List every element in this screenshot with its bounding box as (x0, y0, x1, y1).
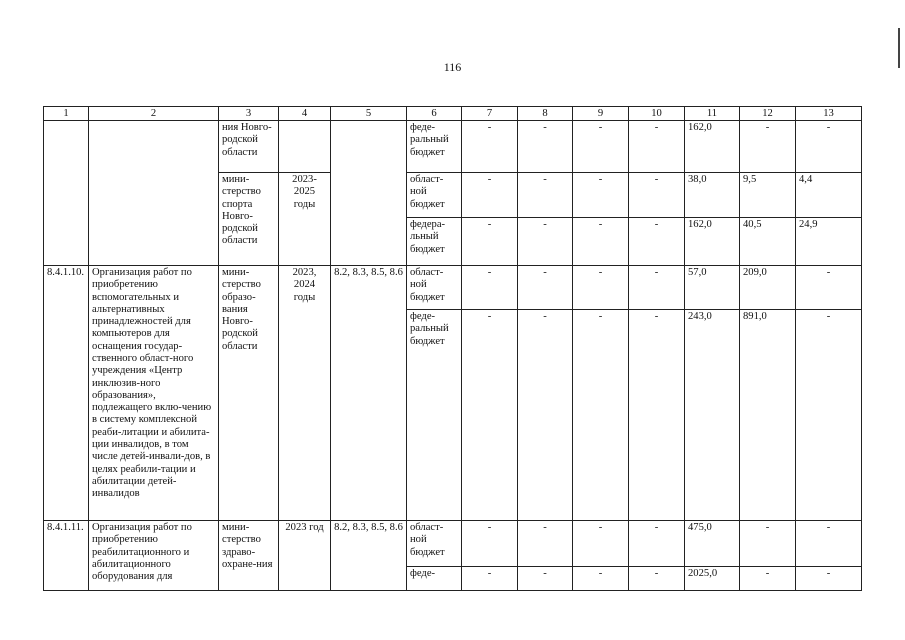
measure-number: 8.4.1.11. (44, 521, 89, 591)
value-cell: - (796, 521, 862, 567)
value-cell: 243,0 (685, 310, 740, 521)
value-cell: - (629, 521, 685, 567)
column-header: 8 (518, 107, 573, 121)
value-cell: - (629, 310, 685, 521)
executor: мини-стерство образо-вания Новго-родской области (219, 266, 279, 521)
measure-number: 8.4.1.10. (44, 266, 89, 521)
period (279, 121, 331, 173)
column-header: 4 (279, 107, 331, 121)
value-cell: - (518, 121, 573, 173)
table-row (44, 521, 862, 567)
column-header: 6 (407, 107, 462, 121)
value-cell: 57,0 (685, 266, 740, 310)
funding-source: област-ной бюджет (407, 521, 462, 567)
funding-source: феде-ральный бюджет (407, 310, 462, 521)
period: 2023 год (279, 521, 331, 591)
value-cell: - (573, 310, 629, 521)
period: 2023-2025 годы (279, 173, 331, 266)
value-cell: - (740, 121, 796, 173)
value-cell: - (629, 218, 685, 266)
value-cell: - (573, 266, 629, 310)
column-header: 3 (219, 107, 279, 121)
value-cell: - (462, 310, 518, 521)
value-cell: - (518, 567, 573, 591)
column-header: 2 (89, 107, 219, 121)
value-cell: 24,9 (796, 218, 862, 266)
funding-source: федера-льный бюджет (407, 218, 462, 266)
value-cell: - (629, 121, 685, 173)
value-cell: - (796, 310, 862, 521)
funding-source: област-ной бюджет (407, 266, 462, 310)
value-cell: - (518, 173, 573, 218)
value-cell: - (462, 173, 518, 218)
value-cell: - (796, 567, 862, 591)
page-number: 116 (443, 60, 462, 74)
value-cell: - (629, 266, 685, 310)
measure-name: Организация работ по приобретению вспомогательных и альтернативных принадлежностей для компьютеров для оснащения государ-ственного област-ного учреждения «Центр инклюзив-ного образования», подлежащего вклю-чению в систему комплексной реаби-литации и абилита-ции инвалидов, в том числе детей-инвали-дов, в целях реабили-тации и абилитации детей-инвалидов (89, 266, 219, 521)
measure-name: Организация работ по приобретению реабилитационного и абилитационного оборудования для (89, 521, 219, 591)
header-row (44, 107, 862, 121)
value-cell: - (518, 310, 573, 521)
measures-table (43, 106, 862, 591)
value-cell: - (740, 567, 796, 591)
value-cell: - (796, 266, 862, 310)
value-cell: - (796, 121, 862, 173)
value-cell: - (740, 521, 796, 567)
value-cell: 162,0 (685, 121, 740, 173)
column-header: 10 (629, 107, 685, 121)
value-cell: 38,0 (685, 173, 740, 218)
value-cell: 2025,0 (685, 567, 740, 591)
value-cell: - (573, 567, 629, 591)
column-header: 5 (331, 107, 407, 121)
value-cell: - (573, 173, 629, 218)
value-cell: - (629, 567, 685, 591)
column-header: 11 (685, 107, 740, 121)
value-cell: - (462, 567, 518, 591)
column-header: 13 (796, 107, 862, 121)
targets: 8.2, 8.3, 8.5, 8.6 (331, 266, 407, 521)
value-cell: 209,0 (740, 266, 796, 310)
executor: мини-стерство спорта Новго-родской области (219, 173, 279, 266)
funding-source: област-ной бюджет (407, 173, 462, 218)
value-cell: 475,0 (685, 521, 740, 567)
targets: 8.2, 8.3, 8.5, 8.6 (331, 521, 407, 591)
value-cell: - (518, 521, 573, 567)
executor: мини-стерство здраво-охране-ния (219, 521, 279, 591)
value-cell: - (518, 218, 573, 266)
value-cell: - (573, 521, 629, 567)
value-cell: 162,0 (685, 218, 740, 266)
value-cell: - (462, 121, 518, 173)
measure-number (44, 121, 89, 266)
value-cell: - (573, 218, 629, 266)
executor: ния Новго-родской области (219, 121, 279, 173)
funding-source: феде-ральный бюджет (407, 121, 462, 173)
column-header: 7 (462, 107, 518, 121)
value-cell: 40,5 (740, 218, 796, 266)
value-cell: - (462, 218, 518, 266)
column-header: 9 (573, 107, 629, 121)
value-cell: - (518, 266, 573, 310)
table-row (44, 121, 862, 173)
value-cell: - (462, 521, 518, 567)
value-cell: 891,0 (740, 310, 796, 521)
value-cell: 4,4 (796, 173, 862, 218)
table-row (44, 266, 862, 310)
value-cell: - (629, 173, 685, 218)
measure-name (89, 121, 219, 266)
column-header: 12 (740, 107, 796, 121)
column-header: 1 (44, 107, 89, 121)
targets (331, 121, 407, 266)
value-cell: - (462, 266, 518, 310)
funding-source: феде- (407, 567, 462, 591)
value-cell: - (573, 121, 629, 173)
period: 2023, 2024 годы (279, 266, 331, 521)
value-cell: 9,5 (740, 173, 796, 218)
